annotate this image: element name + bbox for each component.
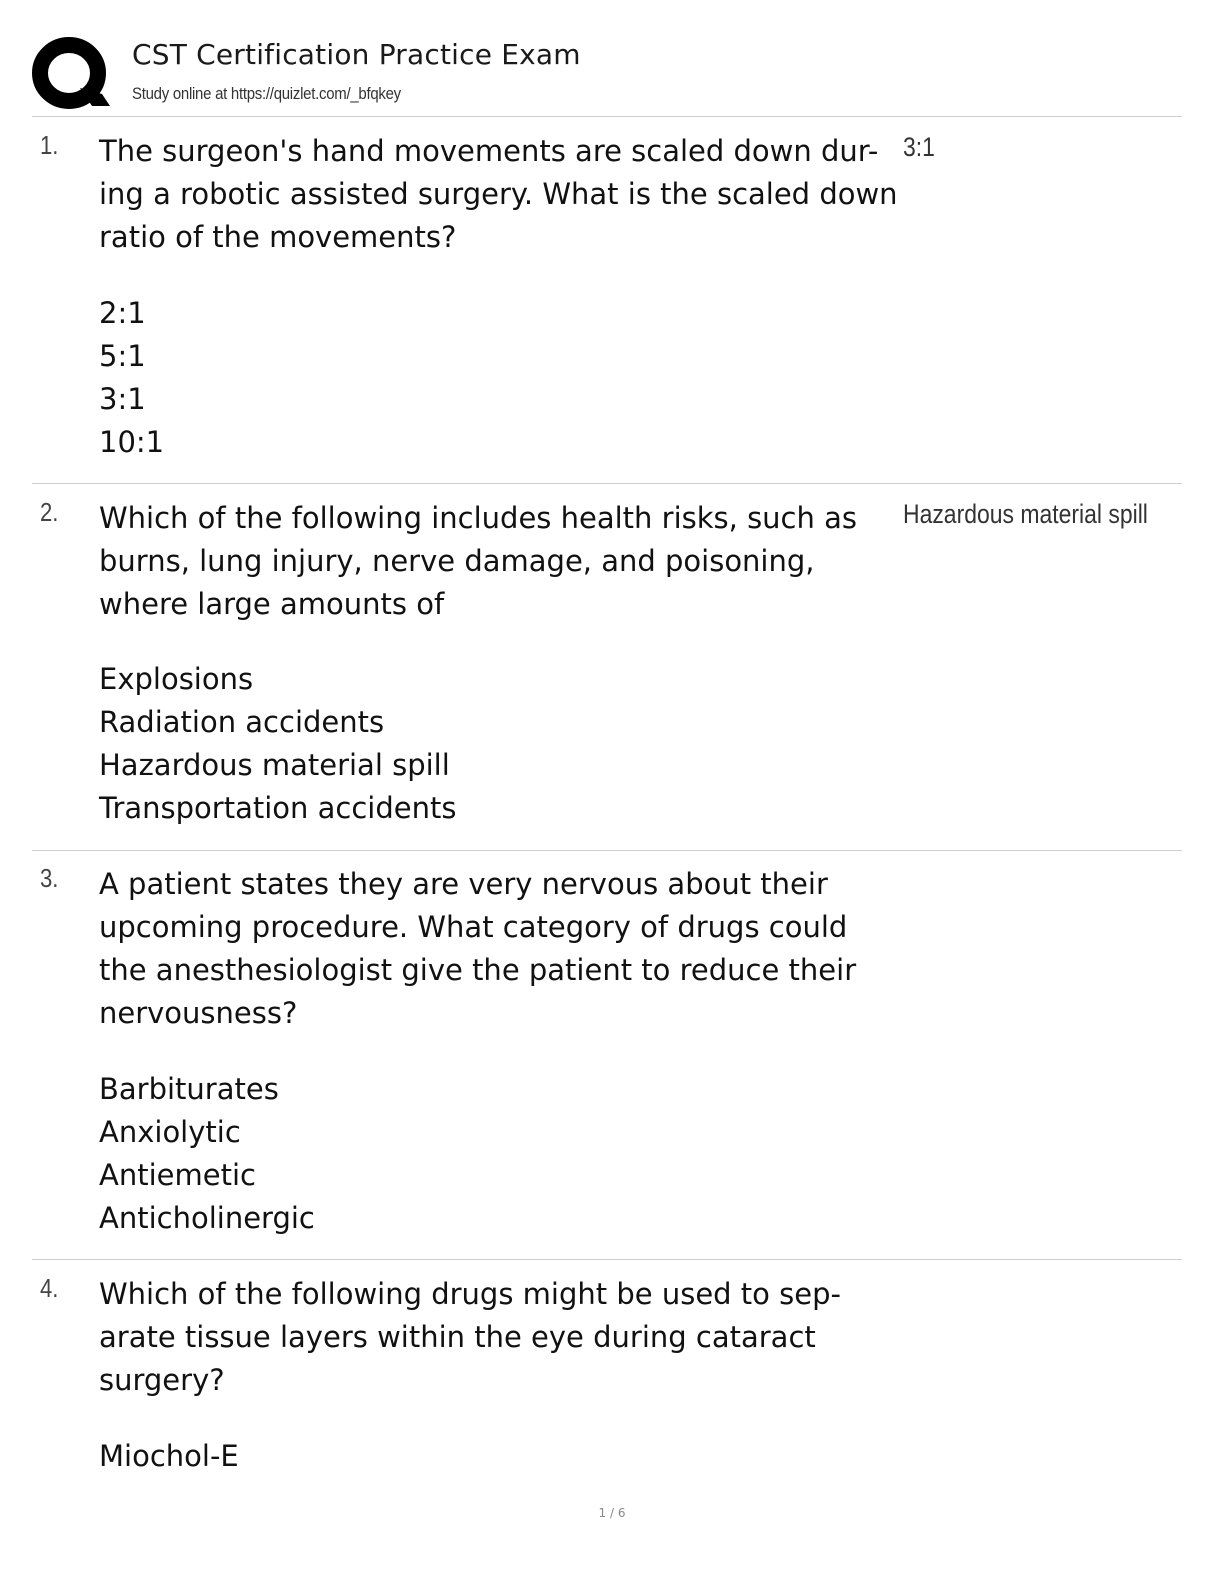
divider [32,116,1182,117]
option: Barbiturates [99,1072,279,1106]
option: Anticholinergic [99,1201,315,1235]
quizlet-logo-icon [32,36,112,112]
divider [32,483,1182,484]
option: 3:1 [99,382,146,416]
option: Antiemetic [99,1158,256,1192]
answer-text: 3:1 [903,132,935,162]
option-list [99,658,456,830]
document-title: CST Certification Practice Exam [132,38,581,71]
question-number: 1. [40,130,59,160]
option: Hazardous material spill [99,748,450,782]
option: Transportation accidents [99,791,457,825]
option: 5:1 [99,339,146,373]
question-text: Which of the following includes health risks, such as burns, lung injury, nerve damage, and poisoning, where large amounts of [99,501,857,621]
page-number: 1 / 6 [598,1506,626,1520]
divider [32,1259,1182,1260]
divider [32,850,1182,851]
question-number: 3. [40,863,59,893]
option: 10:1 [99,425,165,459]
page-header [32,36,1182,114]
option-list [99,1435,239,1478]
question-text: The surgeon's hand movements are scaled down dur- ing a robotic assisted surgery. What is the scaled down ratio of the movements? [99,134,898,254]
question-text: A patient states they are very nervous about their upcoming procedure. What category of drugs could the anesthesiologist give the patient to reduce their nervousness? [99,867,857,1030]
question-number: 4. [40,1273,59,1303]
option: Miochol-E [99,1439,239,1473]
answer-text: Hazardous material spill [903,499,1148,529]
option: Explosions [99,662,254,696]
option: Anxiolytic [99,1115,241,1149]
option-list [99,292,164,464]
study-online-link[interactable]: Study online at https://quizlet.com/_bfqkey [132,84,401,103]
question-text: Which of the following drugs might be used to sep- arate tissue layers within the eye during cataract surgery? [99,1277,841,1397]
option-list [99,1068,315,1240]
option: 2:1 [99,296,146,330]
option: Radiation accidents [99,705,385,739]
question-number: 2. [40,497,59,527]
